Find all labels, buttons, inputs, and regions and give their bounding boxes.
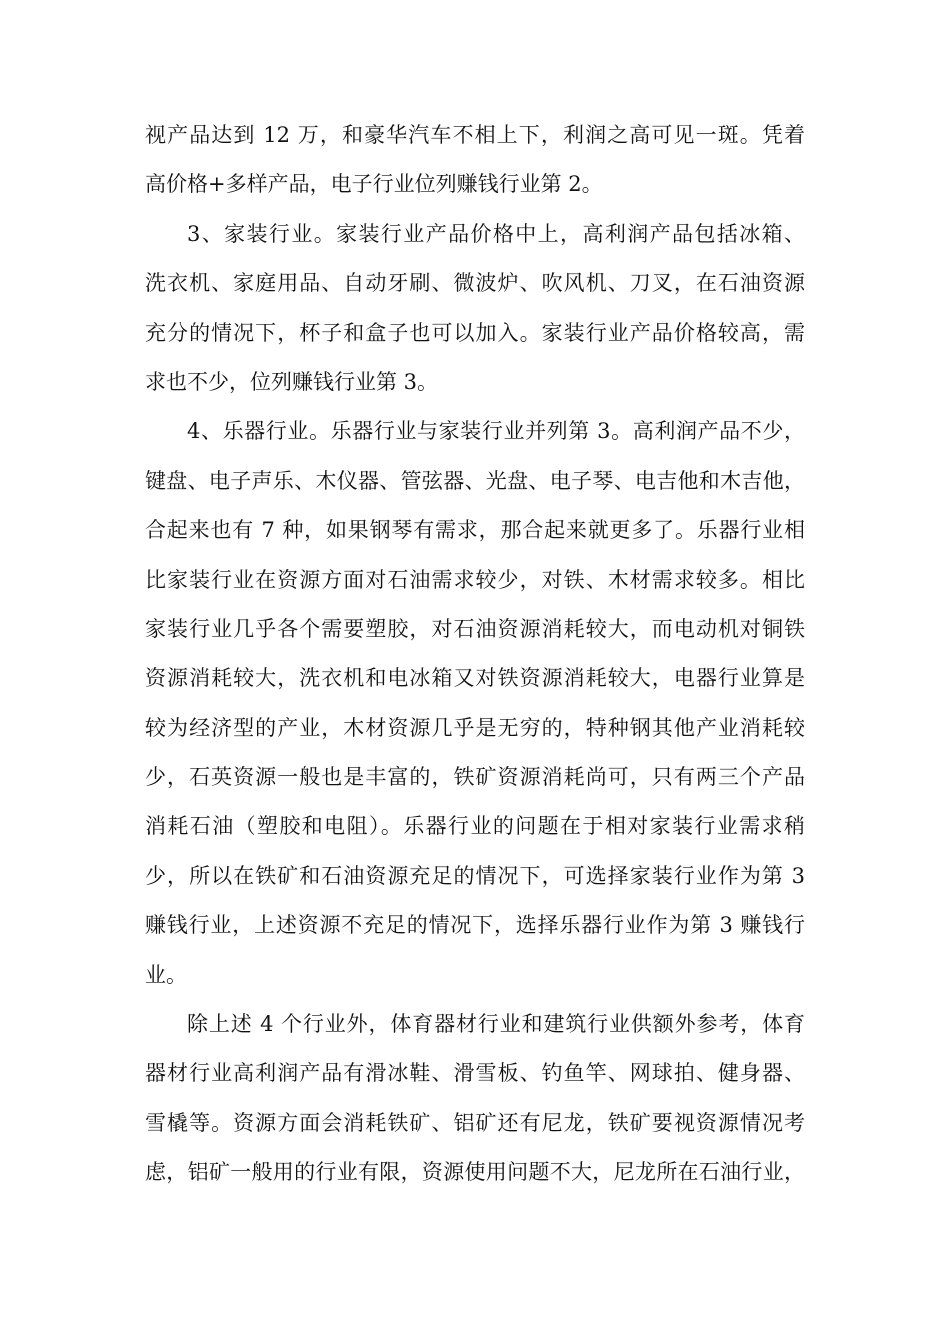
text-line: 3、家装行业。家装行业产品价格中上，高利润产品包括冰箱、 xyxy=(187,221,805,246)
text-line: 资源消耗较大，洗衣机和电冰箱又对铁资源消耗较大，电器行业算是 xyxy=(145,666,805,691)
text-line: 4、乐器行业。乐器行业与家装行业并列第 3。高利润产品不少， xyxy=(187,419,805,444)
text-line: 充分的情况下，杯子和盒子也可以加入。家装行业产品价格较高，需 xyxy=(145,320,805,345)
text-line: 器材行业高利润产品有滑冰鞋、滑雪板、钓鱼竿、网球拍、健身器、 xyxy=(145,1061,805,1086)
text-line: 少，所以在铁矿和石油资源充足的情况下，可选择家装行业作为第 3 xyxy=(145,863,805,888)
text-line: 家装行业几乎各个需要塑胶，对石油资源消耗较大，而电动机对铜铁 xyxy=(145,616,805,641)
text-line: 除上述 4 个行业外，体育器材行业和建筑行业供额外参考，体育 xyxy=(187,1012,805,1037)
text-line: 少，石英资源一般也是丰富的，铁矿资源消耗尚可，只有两三个产品 xyxy=(145,765,805,790)
text-line: 洗衣机、家庭用品、自动牙刷、微波炉、吹风机、刀叉，在石油资源 xyxy=(145,271,805,296)
text-line: 比家装行业在资源方面对石油需求较少，对铁、木材需求较多。相比 xyxy=(145,567,805,592)
text-line: 虑，铝矿一般用的行业有限，资源使用问题不大，尼龙所在石油行业， xyxy=(145,1160,805,1185)
text-line: 合起来也有 7 种，如果钢琴有需求，那合起来就更多了。乐器行业相 xyxy=(145,518,805,543)
text-line: 雪橇等。资源方面会消耗铁矿、铝矿还有尼龙，铁矿要视资源情况考 xyxy=(145,1110,805,1135)
text-line: 键盘、电子声乐、木仪器、管弦器、光盘、电子琴、电吉他和木吉他， xyxy=(145,468,805,493)
text-line: 求也不少，位列赚钱行业第 3。 xyxy=(145,369,439,394)
text-line: 较为经济型的产业，木材资源几乎是无穷的，特种钢其他产业消耗较 xyxy=(145,715,805,740)
text-line: 视产品达到 12 万，和豪华汽车不相上下，利润之高可见一斑。凭着 xyxy=(145,123,805,147)
text-line: 消耗石油（塑胶和电阻）。乐器行业的问题在于相对家装行业需求稍 xyxy=(145,814,805,839)
text-line: 业。 xyxy=(145,962,187,987)
text-line: 高价格+多样产品，电子行业位列赚钱行业第 2。 xyxy=(145,172,603,197)
document-body xyxy=(145,111,805,1198)
text-line: 赚钱行业，上述资源不充足的情况下，选择乐器行业作为第 3 赚钱行 xyxy=(145,913,805,938)
